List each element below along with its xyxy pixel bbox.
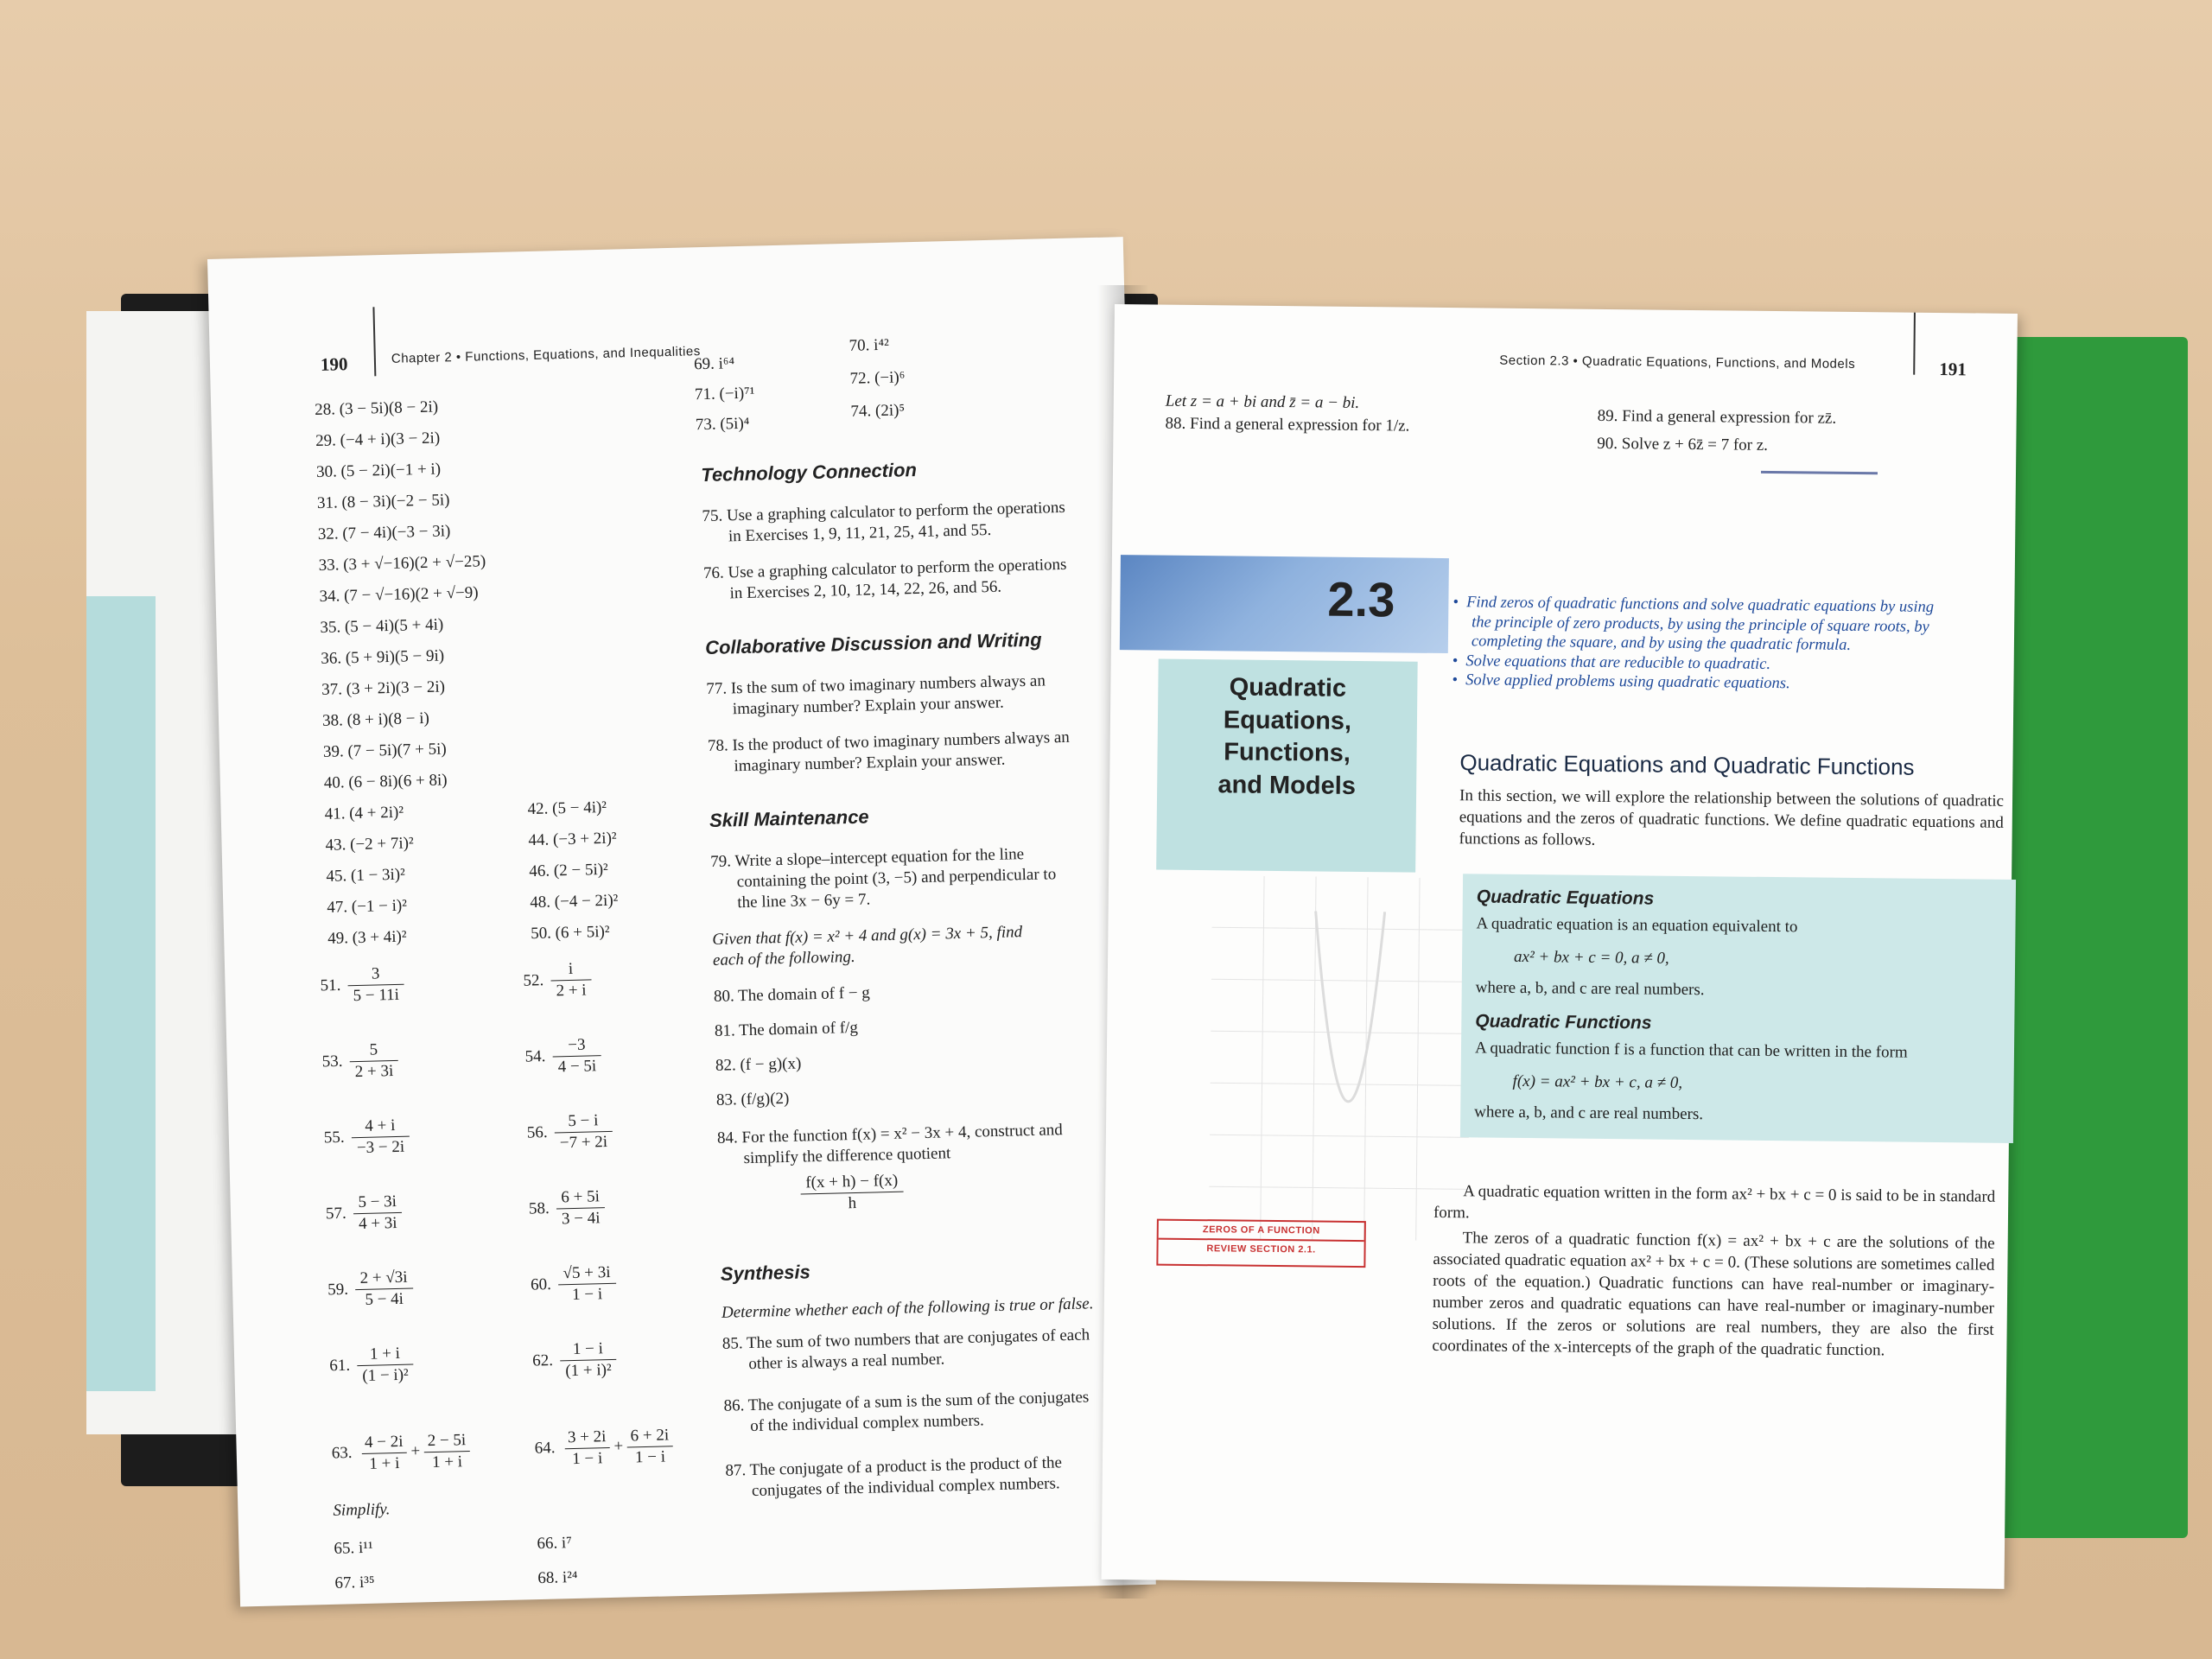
review-margin-note: ZEROS OF A FUNCTION REVIEW SECTION 2.1. [1156,1219,1366,1268]
exercise-76: 76. Use a graphing calculator to perform the operations in Exercises 2, 10, 12, 14, 22, 26, and 56. [702,555,1067,603]
header-rule [1913,313,1916,375]
zeros-paragraph: The zeros of a quadratic function f(x) = ax² + bx + c are the solutions of the associated quadratic equation ax² + bx + c = 0. (These solutions are sometimes called roots of the equation.) Quadratic functions can have real-number or imaginary-number zeros and quadratic equations can have real-number or imaginary-number solutions. If the zeros or solutions are real numbers, they are also the first coordinates of the x-intercepts of the graph of the quadratic function. [1432,1229,1995,1360]
exercise-87: 87. The conjugate of a product is the product of the conjugates of the individual complex numbers. [725,1453,1063,1500]
fraction-exercise: 56. $\frac{5 - i}{-7 + 2i}$ [526,1110,613,1188]
exercise-78: 78. Is the product of two imaginary numbers always an imaginary number? Explain your answer. [707,728,1071,776]
fraction-exercises-right [523,958,620,1416]
faint-graph-decoration [1209,875,1471,1241]
learning-objectives: • Find zeros of quadratic functions and solve quadratic equations by using the principle of zero products, by using the principle of square roots, by completing the square, and by using the quadratic formula. • Solve equations that are reducible to quadratic. • Solve applied problems using quadratic equations. [1452,594,1935,693]
exercise-89: 89. Find a general expression for zz̄. [1597,406,1837,428]
def-quadratic-equations-text: A quadratic equation is an equation equivalent to [1476,914,1798,937]
section-banner-image [1120,555,1449,653]
fraction-exercises-left [320,963,416,1421]
definition-box [1460,874,2016,1143]
difference-quotient: f(x + h) − f(x) h [800,1171,904,1215]
exercise-column-4: 70. i⁴² 72. (−i)⁶ 74. (2i)⁵ [849,335,906,421]
exercise-84: 84. For the function f(x) = x² − 3x + 4, construct and simplify the difference quotient [716,1121,1063,1167]
left-page [207,237,1156,1606]
power-exercises-right: 66. i⁷ 68. i²⁴ [537,1534,578,1588]
fraction-exercise: 60. $\frac{√5 + 3i}{1 - i}$ [531,1262,618,1340]
exercise-77: 77. Is the sum of two imaginary numbers always an imaginary number? Explain your answer. [706,671,1046,719]
exercise-75: 75. Use a graphing calculator to perform the operations in Exercises 1, 9, 11, 21, 25, 41, and 55. [702,498,1066,546]
subsection-heading: Quadratic Equations and Quadratic Functions [1459,749,1915,780]
exercise-64: 64. $\frac{3 + 2i}{1 - i}$ + $\frac{6 + 2i}{1 - i}$ [534,1425,673,1470]
fraction-exercise: 58. $\frac{6 + 5i}{3 - 4i}$ [528,1186,615,1264]
technology-connection-heading: Technology Connection [700,459,918,486]
running-head: Chapter 2 • Functions, Equations, and Inequalities [391,344,701,366]
right-page [1102,304,2018,1589]
power-exercises-left: 65. i¹¹ 67. i³⁵ [334,1538,375,1592]
page-number: 190 [320,353,348,375]
let-statement: Let z = a + bi and z̄ = a − bi. [1165,391,1360,412]
determine-instructions: Determine whether each of the following is true or false. [721,1294,1094,1322]
exercise-column-1: 28. (3 − 5i)(8 − 2i) 29. (−4 + i)(3 − 2i) 30. (5 − 2i)(−1 + i) 31. (8 − 3i)(−2 − 5i) 32. (7 − 4i)(−3 − 3i) 33. (3 + √−16)(2 + √−25) 34. (7 − √−16)(2 + √−9) 35. (5 − 4i)(5 + 4i) 36. (5 + 9i)(5 − 9i) 37. (3 + 2i)(3 − 2i) 38. (8 + i)(8 − i) 39. (7 − 5i)(7 + 5i) 40. (6 − 8i)(6 + 8i) 41. (4 + 2i)² 43. (−2 + 7i)² 45. (1 − 3i)² 47. (−1 − i)² 49. (3 + 4i)² [315,397,486,948]
def-quadratic-equations-heading: Quadratic Equations [1476,887,1655,909]
fraction-exercise: 61. $\frac{1 + i}{\text{(1 − i)²}}$ [329,1344,416,1421]
fraction-exercise: 51. $\frac{3}{5 - 11i}$ [320,963,407,1041]
exercise-79: 79. Write a slope–intercept equation for the line containing the point (3, −5) and perpendicular to the line 3x − 6y = 7. [709,845,1057,912]
fraction-exercise: 52. $\frac{i}{2 + i}$ [523,958,610,1036]
collaborative-heading: Collaborative Discussion and Writing [704,628,1042,659]
fraction-exercise: 53. $\frac{5}{2 + 3i}$ [321,1039,409,1117]
intro-paragraph: In this section, we will explore the relationship between the solutions of quadratic equations and the zeros of quadratic functions. We define quadratic equations and functions as follows. [1459,786,2005,850]
def-quadratic-functions-where: where a, b, and c are real numbers. [1474,1103,1704,1124]
section-title: Quadratic Equations, Functions, and Models [1156,659,1418,873]
fraction-exercise: 59. $\frac{2 + √3i}{5 - 4i}$ [327,1268,415,1345]
def-quadratic-equations-formula: ax² + bx + c = 0, a ≠ 0, [1514,947,1669,968]
exercise-85: 85. The sum of two numbers that are conjugates of each other is always a real number. [721,1325,1090,1373]
exercises-80-83: 80. The domain of f − g 81. The domain of f/g 82. (f − g)(x) 83. (f/g)(2) [713,983,871,1109]
running-head: Section 2.3 • Quadratic Equations, Functions, and Models [1499,353,1856,372]
def-quadratic-functions-text: A quadratic function f is a function that can be written in the form [1474,1039,1908,1062]
exercise-column-2: 42. (5 − 4i)² 44. (−3 + 2i)² 46. (2 − 5i)² 48. (−4 − 2i)² 50. (6 + 5i)² [527,798,619,944]
exercise-63: 63. $\frac{4 - 2i}{1 + i}$ + $\frac{2 - 5i}{1 + i}$ [331,1430,470,1475]
standard-form-paragraph: A quadratic equation written in the form ax² + bx + c = 0 is said to be in standard form. [1433,1182,1996,1223]
exercise-86: 86. The conjugate of a sum is the sum of the conjugates of the individual complex numbers. [723,1388,1090,1435]
synthesis-heading: Synthesis [720,1261,811,1285]
skill-maintenance-heading: Skill Maintenance [709,805,869,831]
fraction-exercise: 54. $\frac{-3}{4 - 5i}$ [524,1034,612,1112]
header-rule [372,307,376,376]
given-functions: Given that f(x) = x² + 4 and g(x) = 3x + 5, find each of the following. [712,923,1023,969]
exercise-column-3: 69. i⁶⁴ 71. (−i)⁷¹ 73. (5i)⁴ [693,354,755,435]
exercise-88: 88. Find a general expression for 1/z. [1165,414,1410,435]
exercise-90: 90. Solve z + 6z̄ = 7 for z. [1597,434,1769,454]
page-number: 191 [1939,358,1967,380]
section-number: 2.3 [1327,571,1395,627]
def-quadratic-equations-where: where a, b, and c are real numbers. [1475,978,1705,1000]
fraction-exercise: 55. $\frac{4 + i}{-3 - 2i}$ [323,1116,410,1193]
def-quadratic-functions-formula: f(x) = ax² + bx + c, a ≠ 0, [1512,1071,1683,1092]
simplify-label: Simplify. [333,1500,391,1520]
fraction-exercise: 62. $\frac{1 - i}{\text{(1 + i)²}}$ [532,1338,620,1416]
fraction-exercise: 57. $\frac{5 - 3i}{4 + 3i}$ [325,1192,412,1269]
def-quadratic-functions-heading: Quadratic Functions [1475,1011,1652,1033]
